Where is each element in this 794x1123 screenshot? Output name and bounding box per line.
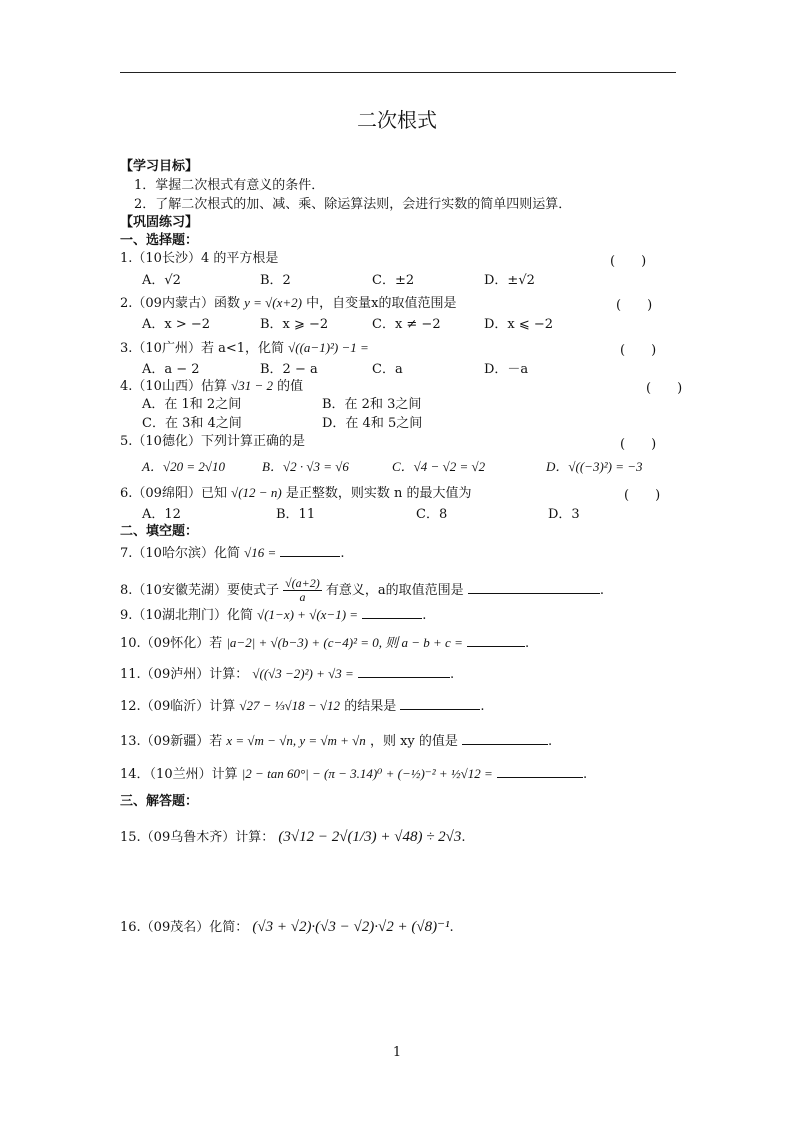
q5-option-a: A．√20 = 2√10 (142, 459, 225, 474)
q3-line (120, 339, 369, 357)
q3-option-a: A．a − 2 (142, 362, 200, 377)
q8-denominator: a (299, 590, 306, 604)
q11-answer-blank[interactable] (358, 665, 450, 678)
q7-stem: 7.（10哈尔滨）化简 (120, 546, 240, 561)
q2-stem: 2.（09内蒙古）函数 (120, 296, 240, 311)
q12-expression: √27 − ⅓√18 − √12 (239, 698, 341, 713)
q2-expression: y = √(x+2) (244, 295, 302, 310)
q8-numerator: √(a+2) (285, 576, 320, 590)
q13-period: . (548, 734, 553, 749)
q9-stem: 9.（10湖北荆门）化简 (120, 608, 253, 623)
q9-answer-blank[interactable] (362, 606, 422, 619)
q15-line (120, 829, 466, 846)
q2-option-b: B．x ⩾ −2 (260, 317, 329, 332)
q8-fraction (283, 577, 322, 604)
q11-stem: 11.（09泸州）计算： (120, 667, 249, 682)
q1-option-b: B．2 (260, 273, 291, 288)
q10-line (120, 634, 529, 652)
q6-stem: 6.（09绵阳）已知 (120, 486, 227, 501)
q5-option-c: C．√4 − √2 = √2 (392, 459, 486, 474)
page-title: 二次根式 (357, 108, 437, 132)
q9-period: . (422, 608, 427, 623)
q2-line (120, 294, 456, 312)
q7-answer-blank[interactable] (280, 544, 340, 557)
choice-header: 一、选择题： (120, 233, 199, 248)
q8-tail: 有意义，a的取值范围是 (325, 583, 464, 598)
q4-stem: 4.（10山西）估算 (120, 379, 227, 394)
q4-tail: 的值 (277, 379, 304, 394)
practice-header: 【巩固练习】 (120, 215, 199, 230)
q5-option-b: B．√2 · √3 = √6 (262, 459, 349, 474)
q4-answer-paren: ( ) (646, 381, 683, 396)
q5-stem: 5.（10德化）下列计算正确的是 (120, 434, 305, 449)
q14-stem: 14．（10兰州）计算 (120, 767, 238, 782)
q14-answer-blank[interactable] (497, 765, 583, 778)
q15-period: . (461, 830, 466, 845)
q6-line (120, 484, 471, 502)
q13-expression: x = √m − √n, y = √m + √n (226, 733, 366, 748)
q11-line (120, 665, 454, 683)
q14-line (120, 765, 587, 783)
q3-option-c: C．a (372, 362, 403, 377)
q7-expression: √16 = (244, 545, 277, 560)
q4-option-b: B．在 2和 3之间 (322, 397, 422, 412)
q6-tail: 是正整数，则实数 n 的最大值为 (285, 486, 472, 501)
q13-tail: ，则 xy 的值是 (369, 734, 458, 749)
q15-expression: (3√12 − 2√(1/3) + √48) ÷ 2√3 (278, 829, 462, 845)
q1-stem: 1.（10长沙）4 的平方根是 (120, 251, 279, 266)
goal-1: 1．掌握二次根式有意义的条件． (134, 178, 325, 193)
q15-stem: 15.（09乌鲁木齐）计算： (120, 830, 275, 845)
q12-tail: 的结果是 (344, 699, 397, 714)
goal-2: 2．了解二次根式的加、减、乘、除运算法则，会进行实数的简单四则运算． (134, 197, 572, 212)
q14-expression: |2 − tan 60°| − (π − 3.14)⁰ + (−½)⁻² + ½√12 = (241, 766, 493, 781)
q12-answer-blank[interactable] (400, 697, 480, 710)
q10-period: . (525, 636, 530, 651)
q4-option-a: A．在 1和 2之间 (142, 397, 242, 412)
q10-stem: 10.（09怀化）若 (120, 636, 223, 651)
header-rule (120, 72, 676, 73)
q4-option-c: C．在 3和 4之间 (142, 416, 242, 431)
q7-period: . (340, 546, 345, 561)
solve-header: 三、解答题： (120, 794, 199, 809)
q2-tail: 中，自变量x的取值范围是 (306, 296, 457, 311)
q3-stem: 3.（10广州）若 a<1，化简 (120, 341, 284, 356)
q1-answer-paren: ( ) (610, 254, 647, 269)
q1-option-c: C．±2 (372, 273, 415, 288)
page-number: 1 (392, 1045, 402, 1060)
fill-header: 二、填空题： (120, 524, 199, 539)
q13-stem: 13.（09新疆）若 (120, 734, 223, 749)
q6-option-a: A．12 (142, 507, 181, 522)
q8-stem: 8.（10安徽芜湖）要使式子 (120, 583, 279, 598)
q12-period: . (480, 699, 485, 714)
q10-answer-blank[interactable] (467, 634, 525, 647)
q13-answer-blank[interactable] (462, 732, 548, 745)
q8-period: . (599, 583, 604, 598)
q6-expression: √(12 − n) (231, 485, 282, 500)
q14-period: . (582, 767, 588, 782)
q1-option-d: D．±√2 (484, 273, 535, 288)
q4-expression: √31 − 2 (231, 378, 274, 393)
q16-period: . (449, 920, 454, 935)
q11-expression: √((√3 −2)²) + √3 = (252, 666, 354, 681)
q4-line (120, 377, 303, 395)
goals-header: 【学习目标】 (120, 159, 199, 174)
q12-stem: 12.（09临沂）计算 (120, 699, 236, 714)
q6-option-c: C．8 (416, 507, 448, 522)
q9-line (120, 606, 426, 624)
q6-option-d: D．3 (548, 507, 580, 522)
q8-answer-blank[interactable] (468, 581, 600, 594)
q6-answer-paren: ( ) (624, 488, 661, 503)
q2-option-a: A．x > −2 (142, 317, 211, 332)
q5-option-d: D．√((−3)²) = −3 (546, 459, 643, 474)
q2-option-d: D．x ⩽ −2 (484, 317, 554, 332)
q3-option-b: B．2 − a (260, 362, 318, 377)
q1-option-a: A．√2 (142, 273, 181, 288)
q10-expression: |a−2| + √(b−3) + (c−4)² = 0, 则 a − b + c = (226, 635, 463, 650)
q11-period: . (449, 667, 455, 682)
q16-line (120, 919, 454, 936)
q12-line (120, 697, 485, 715)
q2-answer-paren: ( ) (616, 298, 653, 313)
q5-answer-paren: ( ) (620, 437, 657, 452)
q3-option-d: D．－a (484, 362, 529, 377)
q16-expression: (√3 + √2)·(√3 − √2)·√2 + (√8)⁻¹ (252, 919, 450, 935)
q4-option-d: D．在 4和 5之间 (322, 416, 423, 431)
q3-expression: √((a−1)²) −1 = (288, 340, 369, 355)
q7-line (120, 544, 345, 562)
q2-option-c: C．x ≠ −2 (372, 317, 441, 332)
q6-option-b: B．11 (276, 507, 316, 522)
q3-answer-paren: ( ) (620, 343, 657, 358)
q13-line (120, 732, 552, 750)
q9-expression: √(1−x) + √(x−1) = (257, 607, 359, 622)
q8-line (120, 577, 604, 604)
q16-stem: 16.（09茂名）化简： (120, 920, 249, 935)
